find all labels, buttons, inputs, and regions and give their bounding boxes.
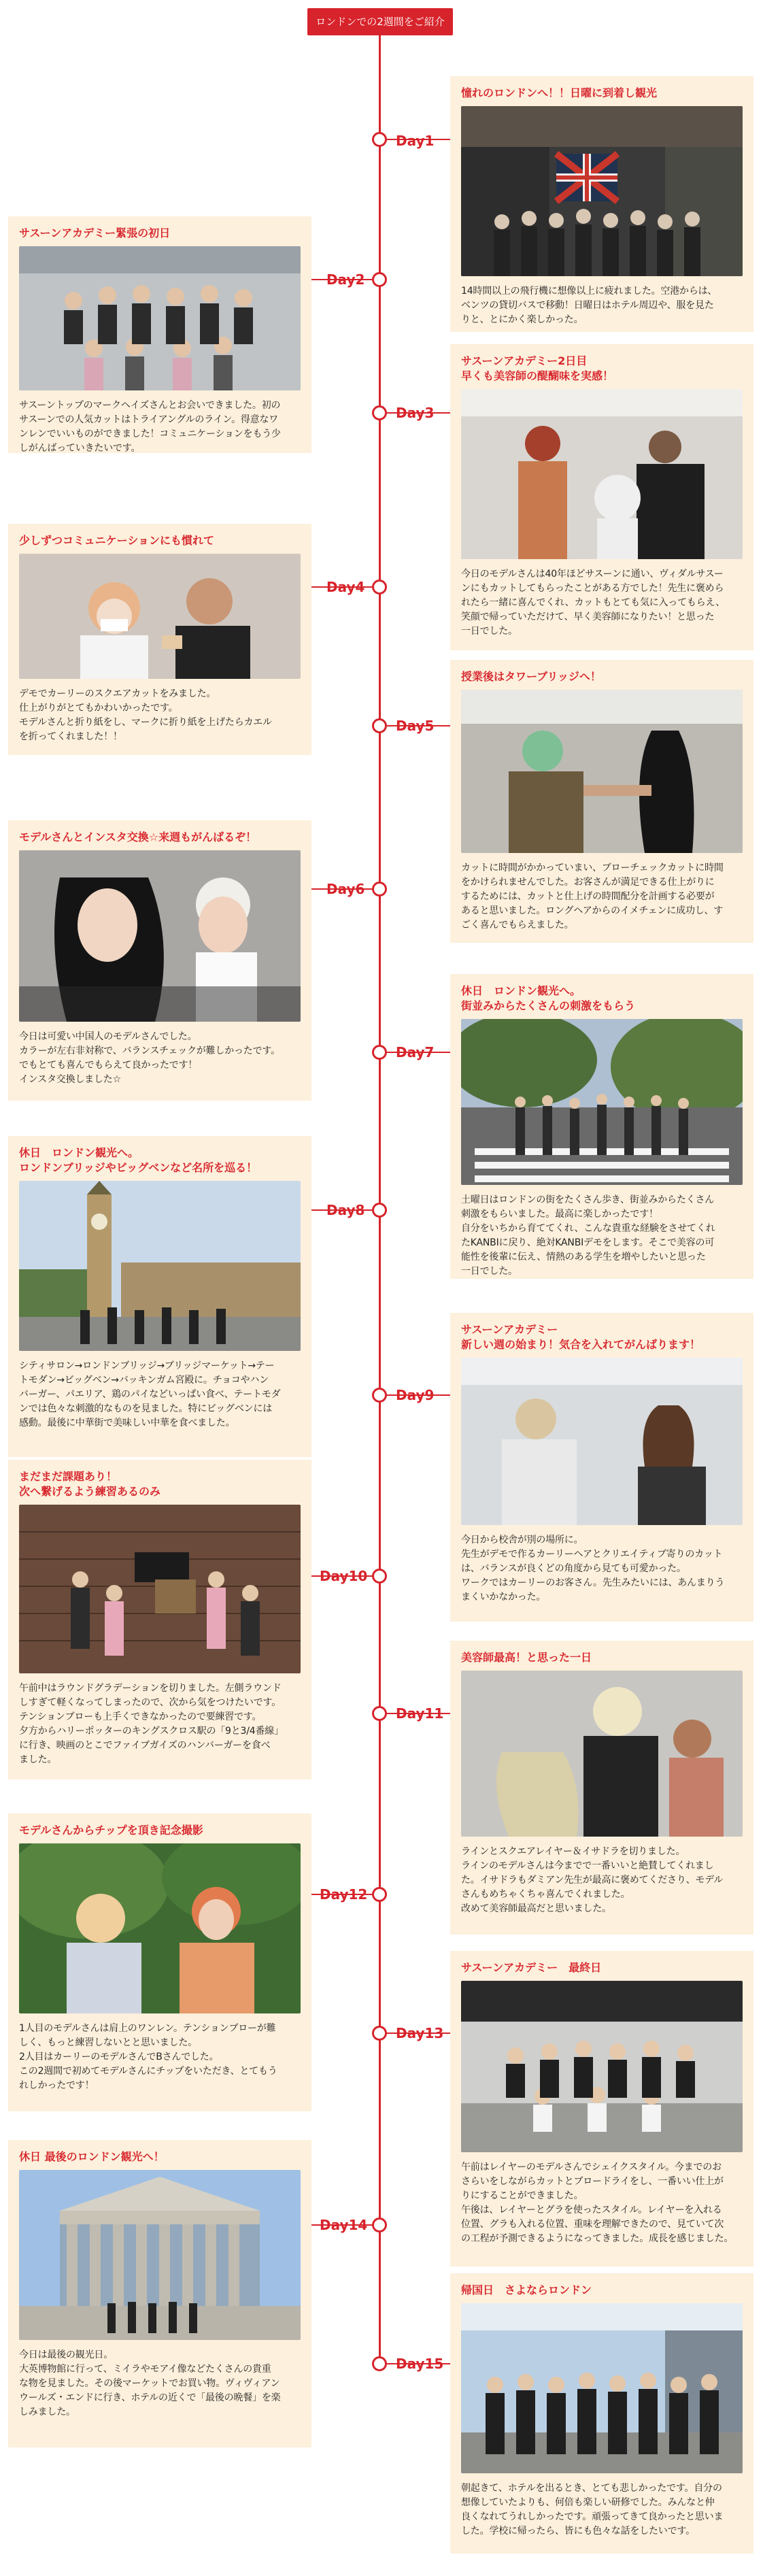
day-photo-day14 — [19, 2170, 301, 2340]
day-card-text: 今日は可愛い中国人のモデルさんでした。 カラーが左右非対称で、バランスチェックが難しかったです。 でもとても喜んでもらえて良かったです！ インスタ交換しました☆ — [19, 1031, 280, 1085]
day-card-day7 — [450, 974, 753, 1279]
day-label-day11: Day11 — [396, 1705, 444, 1722]
day-label-day7: Day7 — [396, 1044, 435, 1060]
day-photo-day12 — [19, 1843, 301, 2013]
day-card-title: 帰国日 さよならロンドン — [461, 2284, 592, 2296]
day-label-day14: Day14 — [320, 2217, 368, 2233]
day-card-day14 — [8, 2140, 311, 2447]
day-card-text: サスーントップのマークヘイズさんとお会いできました。初の サスーンでの人気カットはトライアングルのライン。得意なワ ンレンでいいものができました！コミュニケーションをもう少 しがんばっていきたいです。 — [19, 400, 281, 454]
day-photo-day6 — [19, 850, 301, 1022]
timeline-marker-day6 — [372, 882, 387, 897]
day-photo-day9 — [461, 1358, 743, 1525]
day-card-text: 今日は最後の観光日。 大英博物館に行って、ミイラやモアイ像などたくさんの貴重 な物を見ました。その後マーケットでお買い物。ヴィヴィアン ウールズ・エンドに行き、ホテルの近くで「最後の晩餐」を楽 しみました。 — [19, 2349, 281, 2418]
day-photo-day3 — [461, 389, 743, 559]
day-card-title: 美容師最高！と思った一日 — [461, 1651, 592, 1664]
timeline-marker-day2 — [372, 272, 387, 287]
timeline-marker-day7 — [372, 1045, 387, 1060]
day-card-title: 憧れのロンドンへ！！日曜に到着し観光 — [461, 86, 658, 99]
day-card-day5 — [450, 660, 753, 943]
day-photo-day2 — [19, 246, 301, 390]
day-label-day15: Day15 — [396, 2356, 444, 2372]
timeline-marker-day14 — [372, 2218, 387, 2232]
timeline-marker-day1 — [372, 132, 387, 147]
day-card-text: 今日から校舎が別の場所に。 先生がデモで作るカーリーヘアとクリエイティブ寄りのカット は、バランスが良くどの角度から見ても可愛かった。 ワークではカーリーのお客さん。先生みたいには、あんまりう まくいかなかった。 — [461, 1535, 725, 1603]
day-card-day3 — [450, 344, 753, 650]
day-photo-day8 — [19, 1181, 301, 1351]
day-card-title: サスーンアカデミー緊張の初日 — [19, 227, 171, 239]
day-card-title: モデルさんからチップを頂き記念撮影 — [19, 1824, 203, 1837]
day-photo-day11 — [461, 1671, 743, 1837]
timeline-marker-day10 — [372, 1569, 387, 1584]
day-photo-day15 — [461, 2303, 743, 2473]
timeline-marker-day3 — [372, 405, 387, 420]
day-card-day15 — [450, 2273, 753, 2554]
day-photo-day5 — [461, 690, 743, 853]
day-card-title: サスーンアカデミー 最終日 — [461, 1961, 602, 1974]
day-card-day1 — [450, 76, 753, 332]
page-header-banner — [307, 8, 453, 35]
day-label-day12: Day12 — [320, 1886, 368, 1903]
timeline-marker-day13 — [372, 2026, 387, 2041]
day-card-day2 — [8, 216, 311, 453]
page-header-title: ロンドンでの2週間をご紹介 — [316, 16, 445, 28]
day-card-day11 — [450, 1641, 753, 1935]
day-photo-day7 — [461, 1019, 743, 1185]
day-card-text: 午前はレイヤーのモデルさんでシェイクスタイル。今までのお さらいをしながらカットとブロードライをし、一番いい仕上が りにすることができました。 午後は、レイヤーとグラを使ったスタイル。レイヤーを入れる 位置、グラも入れる位置、重味を理解できたので、見ていて次 の工程が予測できるようになってきました。成長を感じました。 — [461, 2162, 734, 2244]
timeline-marker-day11 — [372, 1706, 387, 1721]
day-card-day10 — [8, 1460, 311, 1779]
timeline-marker-day12 — [372, 1887, 387, 1902]
day-card-title: 少しずつコミュニケーションにも慣れて — [19, 534, 215, 547]
timeline-marker-day15 — [372, 2356, 387, 2371]
day-label-day5: Day5 — [396, 718, 435, 734]
day-card-title: 授業後はタワーブリッジへ！ — [461, 670, 601, 683]
day-card-text: カットに時間がかかっていまい、ブローチェックカットに時間 をかけられませんでした。お客さんが満足できる仕上がりに するためには、カットと仕上げの時間配分を計画する必要が あると思いました。ロングヘアからのイメチェンに成功し、す ごく喜んでもらえました。 — [461, 863, 724, 931]
day-card-text: 1人目のモデルさんは肩上のワンレン。テンションブローが難 しく、もっと練習しないとと思いました。 2人目はカーリーのモデルさんでBさんでした。 この2週間で初めてモデルさんにチップをいただき、とてもう れしかったです！ — [19, 2023, 277, 2091]
day-photo-day13 — [461, 1981, 743, 2152]
timeline-marker-day9 — [372, 1388, 387, 1403]
day-card-title: モデルさんとインスタ交換☆来週もがんばるぞ！ — [19, 831, 257, 843]
day-card-text: 午前中はラウンドグラデーションを切りました。左側ラウンド しすぎて軽くなってしまったので、次から気をつけたいです。 テンションブローも上手くできなかったので要練習です。 夕方からハリーポッターのキングスクロス駅の「9と3/4番線」 に行き、映画のとこでファイブガイズのハンバーガーを食べ ました。 — [19, 1683, 284, 1765]
day-photo-day1 — [461, 106, 743, 276]
day-card-title: サスーンアカデミー 新しい週の始まり！気合を入れてがんばります！ — [461, 1323, 701, 1351]
day-card-title: 休日 ロンドン観光へ。 街並みからたくさんの刺激をもらう — [461, 984, 636, 1012]
day-label-day10: Day10 — [320, 1568, 368, 1584]
day-label-day6: Day6 — [326, 881, 365, 897]
day-label-day13: Day13 — [396, 2025, 444, 2041]
timeline-marker-day4 — [372, 580, 387, 595]
day-label-day3: Day3 — [396, 405, 435, 421]
day-label-day1: Day1 — [396, 133, 435, 149]
day-card-title: サスーンアカデミー2日目 早くも美容師の醍醐味を実感！ — [461, 354, 614, 382]
timeline-marker-day5 — [372, 718, 387, 733]
timeline-line — [379, 35, 381, 2362]
day-card-day6 — [8, 820, 311, 1101]
day-card-day8 — [8, 1136, 311, 1457]
day-card-day12 — [8, 1813, 311, 2111]
day-card-text: ラインとスクエアレイヤー＆イサドラを切りました。 ラインのモデルさんは今までで一番いいと絶賛してくれまし た。イサドラもダミアン先生が最高に褒めてくださり、モデル さんもめちゃくちゃ喜んでくれました。 改めて美容師最高だと思いました。 — [461, 1846, 724, 1914]
day-card-text: シティサロン→ロンドンブリッジ→ブリッジマーケット→テー トモダン→ビッグベン→バッキンガム宮殿に。チョコやハン バーガー、パエリア、鶏のパイなどいっぱい食べ、テートモダ ンでは色々な刺激的なものを見ました。特にビッグベンには 感動。最後に中華街で美味しい中華を食べました。 — [19, 1360, 281, 1428]
day-card-title: まだまだ課題あり！ 次へ繋げるよう練習あるのみ — [19, 1470, 161, 1498]
timeline-marker-day8 — [372, 1203, 387, 1218]
day-card-day9 — [450, 1313, 753, 1622]
day-card-day4 — [8, 524, 311, 755]
day-photo-day4 — [19, 554, 301, 679]
day-card-day13 — [450, 1951, 753, 2266]
day-label-day9: Day9 — [396, 1387, 435, 1403]
day-label-day8: Day8 — [326, 1202, 365, 1218]
day-card-text: 14時間以上の飛行機に想像以上に疲れました。空港からは、 ベンツの貸切バスで移動！日曜日はホテル周辺や、服を見た りと、とにかく楽しかった。 — [461, 286, 717, 325]
day-photo-day10 — [19, 1505, 301, 1673]
day-card-text: 朝起きて、ホテルを出るとき、とても悲しかったです。自分の 想像していたよりも、何倍も楽しい研修でした。みんなと仲 良くなれてうれしかったです。頑張ってきて良かったと思いま した。学校に帰ったら、皆にも色々な話をしたいです。 — [461, 2483, 724, 2537]
day-card-title: 休日 ロンドン観光へ。 ロンドンブリッジやビッグベンなど名所を巡る！ — [19, 1146, 258, 1174]
day-card-text: 今日のモデルさんは40年ほどサスーンに通い、ヴィダルサスー ンにもカットしてもらったことがある方でした！先生に褒めら れたら一緒に喜んでくれ、カットもとても気に入ってもらえ、 笑顔で帰っていただけて、早く美容師になりたい！と思った 一日でした。 — [461, 569, 725, 637]
day-card-title: 休日 最後のロンドン観光へ！ — [19, 2150, 165, 2163]
day-card-text: 土曜日はロンドンの街をたくさん歩き、街並みからたくさん 刺激をもらいました。最高に楽しかったです！ 自分をいちから育ててくれ、こんな貴重な経験をさせてくれ たKANBIに戻り、絶対KANBIデモをします。そこで美容の可 能性を後輩に伝え、情熱のある学生を増やしたいと思った 一日でした。 — [461, 1194, 715, 1277]
day-label-day2: Day2 — [326, 271, 365, 288]
day-label-day4: Day4 — [326, 579, 365, 595]
day-card-text: デモでカーリーのスクエアカットをみました。 仕上がりがとてもかわいかったです。 モデルさんと折り紙をし、マークに折り紙を上げたらカエル を折ってくれました！！ — [19, 688, 272, 742]
